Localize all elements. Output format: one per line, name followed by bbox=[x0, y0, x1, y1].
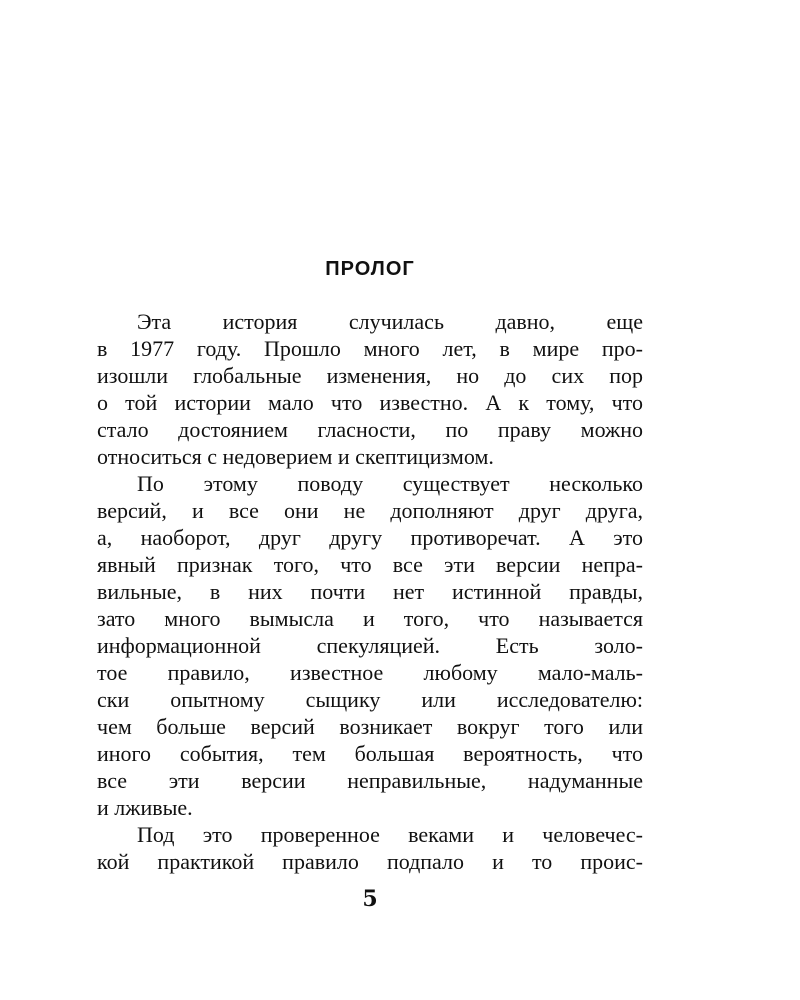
text-line: По этому поводу существует несколько bbox=[137, 471, 643, 496]
text-line: в 1977 году. Прошло много лет, в мире про- bbox=[97, 336, 643, 361]
text-line: информационной спекуляцией. Есть золо- bbox=[97, 633, 643, 658]
text-line: изошли глобальные изменения, но до сих пор bbox=[97, 363, 643, 388]
text-line: Под это проверенное веками и человечес- bbox=[137, 822, 643, 847]
text-line: все эти версии неправильные, надуманные bbox=[97, 768, 643, 793]
text-line: стало достоянием гласности, по праву можно bbox=[97, 417, 643, 442]
text-line: относиться с недоверием и скептицизмом. bbox=[97, 444, 494, 469]
text-line: версий, и все они не дополняют друг друга, bbox=[97, 498, 643, 523]
chapter-title: ПРОЛОГ bbox=[325, 258, 415, 280]
page-number: 5 bbox=[362, 886, 378, 912]
text-line: явный признак того, что все эти версии непра- bbox=[97, 552, 643, 577]
text-line: о той истории мало что известно. А к тому, что bbox=[97, 390, 643, 415]
text-line: и лживые. bbox=[97, 795, 193, 820]
text-line: тое правило, известное любому мало-маль- bbox=[97, 660, 643, 685]
text-line: чем больше версий возникает вокруг того или bbox=[97, 714, 643, 739]
text-line: иного события, тем большая вероятность, что bbox=[97, 741, 643, 766]
text-line: вильные, в них почти нет истинной правды, bbox=[97, 579, 643, 604]
body-text bbox=[97, 308, 643, 875]
text-line: зато много вымысла и того, что называется bbox=[97, 606, 643, 631]
text-line: Эта история случилась давно, еще bbox=[137, 309, 643, 334]
text-line: а, наоборот, друг другу противоречат. А это bbox=[97, 525, 643, 550]
text-line: ски опытному сыщику или исследователю: bbox=[97, 687, 643, 712]
text-line: кой практикой правило подпало и то проис- bbox=[97, 849, 643, 874]
